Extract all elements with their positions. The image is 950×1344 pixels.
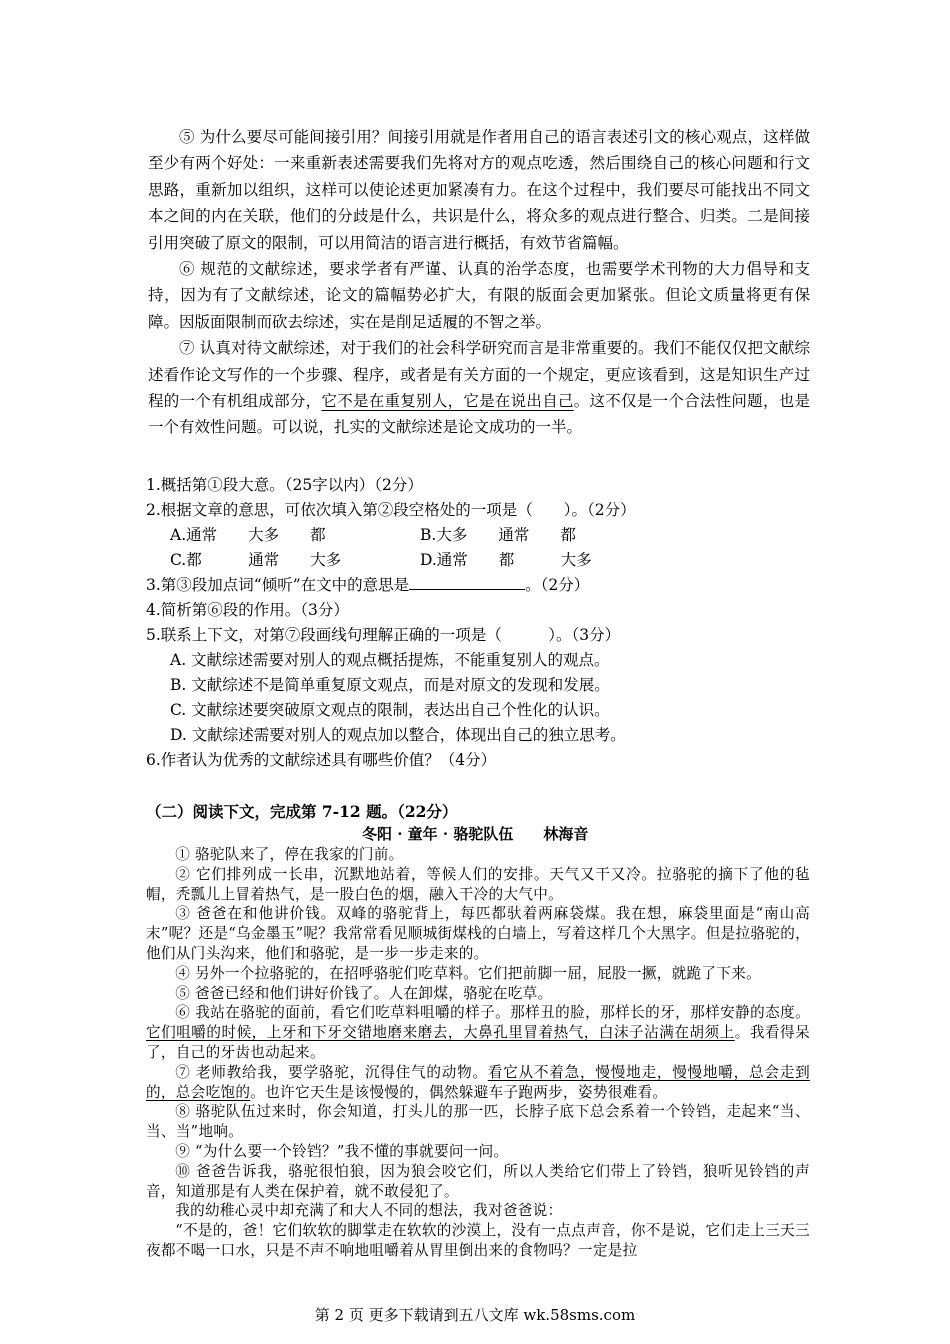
passage-continued (148, 124, 810, 441)
article-paragraph-8: ⑧ 骆驼队伍过来时，你会知道，打头儿的那一匹，长脖子底下总会系着一个铃铛，走起来“当、当、当”地响。 (146, 1103, 810, 1141)
question-2-options-row-1 (146, 523, 816, 548)
question-6: 6.作者认为优秀的文献综述具有哪些价值？（4分） (146, 751, 497, 769)
article-paragraph-11: 我的幼稚心灵中却充满了和大人不同的想法，我对爸爸说： (175, 1202, 563, 1220)
article-paragraph-6-text-a: ⑥ 我站在骆驼的面前，看它们吃草料咀嚼的样子。那样丑的脸，那样长的牙，那样安静的态度。 (175, 1004, 810, 1022)
answer-blank (409, 573, 525, 590)
option-c: C.都 通常 大多 (170, 551, 342, 569)
article-paragraph-7-text-a: ⑦ 老师教给我，要学骆驼，沉得住气的动物。 (175, 1063, 488, 1081)
article-paragraph-9: ⑨ “为什么要一个铃铛？”我不懂的事就要问一问。 (175, 1142, 509, 1160)
paragraph-6: ⑥ 规范的文献综述，要求学者有严谨、认真的治学态度，也需要学术刊物的大力倡导和支持，因为有了文献综述，论文的篇幅势必扩大，有限的版面会更加紧张。但论文质量将更有保障。因版面限制而砍去综述，实在是削足适履的不智之举。 (148, 260, 810, 331)
question-4: 4.简析第⑥段的作用。（3分） (146, 601, 349, 619)
article-title: 冬阳 · 童年 · 骆驼队伍 林海音 (362, 825, 589, 843)
question-2-options-row-2 (146, 548, 816, 573)
question-2: 2.根据文章的意思，可依次填入第②段空格处的一项是（ ）。（2分） (146, 501, 636, 519)
article-paragraph-4: ④ 另外一个拉骆驼的，在招呼骆驼们吃草料。它们把前脚一屈，屁股一撅，就跪了下来。 (175, 964, 761, 982)
question-list (146, 473, 816, 773)
article-paragraph-10: ⑩ 爸爸告诉我，骆驼很怕狼，因为狼会咬它们，所以人类给它们带上了铃铛，狼听见铃铛的声音，知道那是有人类在保护着，就不敢侵犯了。 (146, 1162, 810, 1200)
question-5-option-c: C. 文献综述要突破原文观点的限制，表达出自己个性化的认识。 (170, 701, 610, 719)
question-5-option-a: A. 文献综述需要对别人的观点概括提炼，不能重复别人的观点。 (170, 651, 610, 669)
paragraph-7-text-a: ⑦ 认真对待文献综述，对于我们的社会科学研究而言是非常重要的。我们不能仅仅把文献综述看作论文写作的一个步骤、程序，或者是有关方面的一个规定，更应该看到，这是知识生产过程的一个有机组成部分， (148, 339, 810, 411)
question-5-option-b: B. 文献综述不是简单重复原文观点，而是对原文的发现和发展。 (170, 676, 610, 694)
question-5: 5.联系上下文，对第⑦段画线句理解正确的一项是（ ）。（3分） (146, 626, 621, 644)
page-footer: 第 2 页 更多下载请到五八文库 wk.58sms.com (314, 1306, 636, 1324)
question-3-score: 。（2分） (525, 576, 590, 594)
article-paragraph-7-text-b: 。也许它天生是该慢慢的，偶然躲避车子跑两步，姿势很难看。 (250, 1083, 668, 1101)
article-paragraph-6 (146, 1003, 810, 1062)
article-paragraph-6-text-b: 。我看得呆了，自己的牙齿也动起来。 (146, 1024, 810, 1061)
question-5-option-d: D. 文献综述需要对别人的观点加以整合，体现出自己的独立思考。 (170, 726, 626, 744)
underlined-sentence: 它们咀嚼的时候，上牙和下牙交错地磨来磨去，大鼻孔里冒着热气，白沫子沾满在胡须上 (146, 1024, 735, 1042)
option-d: D.通常 都 大多 (420, 551, 592, 569)
reading-section-2 (146, 801, 810, 1261)
underlined-sentence: 看它从不着急，慢慢地走，慢慢地嚼，总会走到的，总会吃饱的 (146, 1063, 810, 1101)
question-3 (146, 573, 816, 598)
article-paragraph-5: ⑤ 爸爸已经和他们讲好价钱了。人在卸煤，骆驼在吃草。 (175, 984, 553, 1002)
paragraph-5: ⑤ 为什么要尽可能间接引用？间接引用就是作者用自己的语言表述引文的核心观点，这样做至少有两个好处：一来重新表述需要我们先将对方的观点吃透，然后围绕自己的核心问题和行文思路，重新加以组织，这样可以使论述更加紧凑有力。在这个过程中，我们要尽可能找出不同文本之间的内在关联，他们的分歧是什么，共识是什么，将众多的观点进行整合、归类。二是间接引用突破了原文的限制，可以用简洁的语言进行概括，有效节省篇幅。 (148, 128, 810, 252)
option-a: A.通常 大多 都 (170, 526, 326, 544)
paragraph-7 (148, 335, 810, 441)
article-paragraph-1: ① 骆驼队来了，停在我家的门前。 (175, 846, 404, 863)
article-paragraph-12: “不是的，爸！它们软软的脚掌走在软软的沙漠上，没有一点点声音，你不是说，它们走上三天三夜都不喝一口水，只是不声不响地咀嚼着从胃里倒出来的食物吗？一定是拉 (146, 1222, 810, 1259)
underlined-sentence: 它不是在重复别人，它是在说出自己 (321, 392, 574, 411)
article-paragraph-7 (146, 1063, 810, 1103)
section-header: （二）阅读下文，完成第 7-12 题。（22分） (146, 802, 458, 821)
question-3-text: 3.第③段加点词“倾听”在文中的意思是 (146, 576, 410, 594)
article-paragraph-3: ③ 爸爸在和他讲价钱。双峰的骆驼背上，每匹都驮着两麻袋煤。我在想，麻袋里面是“南山高末”呢？还是“乌金墨玉”呢？我常常看见顺城街煤栈的白墙上，写着这样几个大黑字。但是拉骆驼的，他们从门头沟来，他们和骆驼，是一步一步走来的。 (146, 905, 810, 962)
question-1: 1.概括第①段大意。（25字以内）（2分） (146, 476, 423, 494)
article-paragraph-2: ② 它们排列成一长串，沉默地站着，等候人们的安排。天气又干又冷。拉骆驼的摘下了他的毡帽，秃瓢儿上冒着热气，是一股白色的烟，融入干冷的大气中。 (146, 865, 810, 903)
option-b: B.大多 通常 都 (420, 526, 576, 544)
paragraph-7-text-b: 。这不仅是一个合法性问题，也是一个有效性问题。可以说，扎实的文献综述是论文成功的一半。 (148, 392, 810, 437)
